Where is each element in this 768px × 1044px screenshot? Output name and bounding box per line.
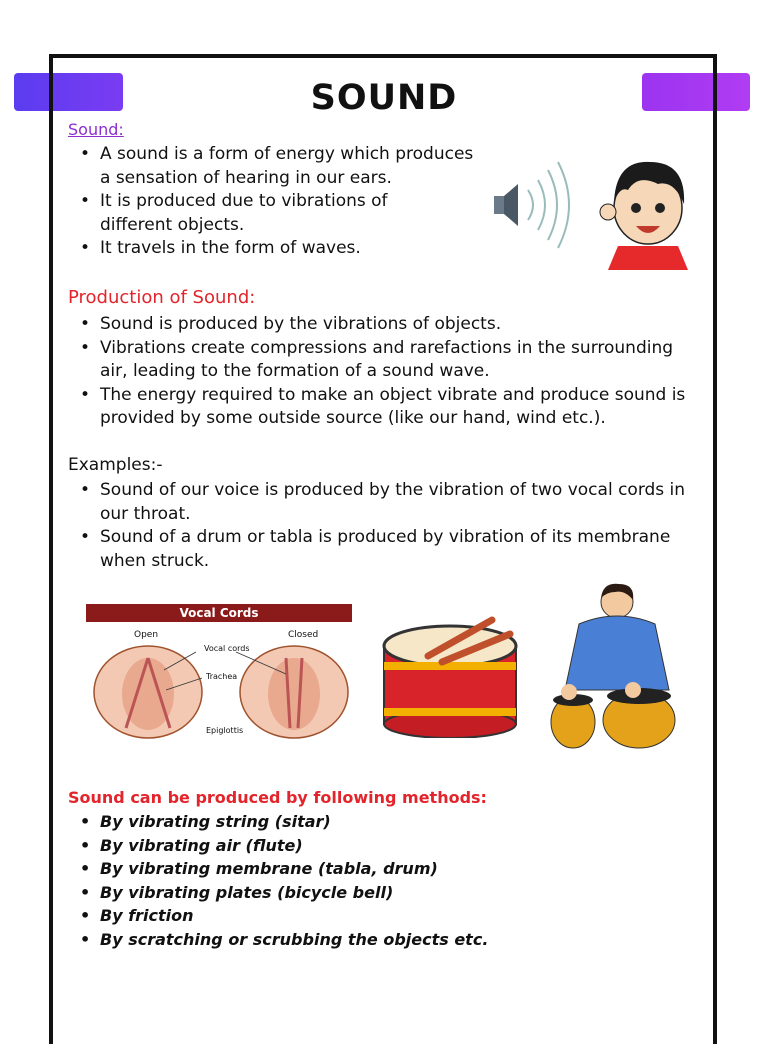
list-item: • It is produced due to vibrations of different objects. [68,190,430,237]
vocal-cords-figure [86,604,352,744]
list-item: • Sound is produced by the vibrations of objects. [68,313,698,337]
speaker-boy-illustration [488,150,708,270]
methods-list [68,810,698,951]
list-item: • A sound is a form of energy which produces a sensation of hearing in our ears. [68,143,488,190]
methods-heading: Sound can be produced by following methods: [68,788,487,807]
vocal-cords-title: Vocal Cords [86,604,352,622]
examples-list [68,479,698,573]
page-title: SOUND [310,78,458,118]
open-label: Open [134,630,159,640]
epiglottis-label: Epiglottis [206,726,244,735]
larynx-diagram-icon [86,640,352,744]
list-item: • By vibrating air (flute) [68,834,698,858]
list-item: • By vibrating plates (bicycle bell) [68,881,698,905]
examples-heading: Examples:- [68,455,163,475]
sound-heading: Sound: [68,120,124,139]
list-item: • It travels in the form of waves. [68,237,488,261]
speaker-icon [494,162,569,248]
tabla-player-icon [545,580,685,750]
production-list [68,313,698,431]
production-heading: Production of Sound: [68,287,256,308]
list-item: • Sound of our voice is produced by the vibration of two vocal cords in our throat. [68,479,698,526]
trachea-label: Trachea [206,672,238,681]
list-item: • By vibrating membrane (tabla, drum) [68,857,698,881]
vocal-cords-label: Vocal cords [204,644,250,653]
list-item: • By scratching or scrubbing the objects etc. [68,928,698,952]
boy-icon [600,162,688,270]
drum-icon [380,612,520,738]
list-item: • By vibrating string (sitar) [68,810,698,834]
list-item: • By friction [68,904,698,928]
sound-list [68,143,488,261]
list-item: • The energy required to make an object vibrate and produce sound is provided by some outside source (like our hand, wind etc.). [68,384,698,431]
closed-label: Closed [288,630,319,640]
list-item: • Sound of a drum or tabla is produced by vibration of its membrane when struck. [68,526,698,573]
list-item: • Vibrations create compressions and rarefactions in the surrounding air, leading to the formation of a sound wave. [68,337,698,384]
